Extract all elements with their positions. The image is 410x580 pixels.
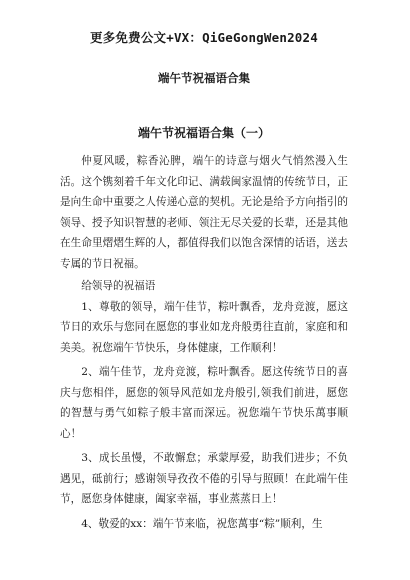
list-item: 4、敬爱的xx：端午节来临，祝您萬事“粽”顺利，生 (81, 517, 323, 530)
promo-banner: 更多免费公文+VX：QiGeGongWen2024 (90, 30, 318, 45)
list-item: 1、尊敬的领导，端午佳节，粽叶飘香，龙舟竞渡，愿这节日的欢乐与您同在愿您的事业如龙舟般勇往直前，家庭和和美美。祝您端午节快乐，身体健康，工作顺利！ (60, 300, 348, 354)
subheading: 给领导的祝福语 (81, 280, 156, 292)
document-title: 端午节祝福语合集 (158, 71, 250, 85)
intro-paragraph: 仲夏风暖，粽香沁脾，端午的诗意与烟火气悄然漫入生活。这个镌刻着千年文化印记、满载闽家温情的传统节日，正是向生命中重要之人传递心意的契机。无论是给予方向指引的领导、授予知识智慧的老师、领注无尽关爱的长辈，还是其他在生命里熠熠生辉的人，都值得我们以饱含深情的话语，送去专属的节日祝福。 (60, 155, 348, 270)
section-title: 端午节祝福语合集（一） (137, 126, 270, 140)
list-item: 3、成长虽慢，不敢懈怠；承蒙厚爱，助我们进步；不负遇见，砥前行；感谢领导孜孜不倦的引导与照顾！在此端午佳节，愿您身体健康，阖家幸福，事业蒸蒸日上！ (60, 452, 348, 505)
list-item: 2、端午佳节，龙舟竞渡，粽叶飘香。愿这传统节日的喜庆与您相伴，愿您的领导风范如龙舟般引,领我们前进，愿您的智慧与勇气如粽子般丰富而深远。祝您端午节快乐萬事顺心！ (60, 366, 348, 440)
